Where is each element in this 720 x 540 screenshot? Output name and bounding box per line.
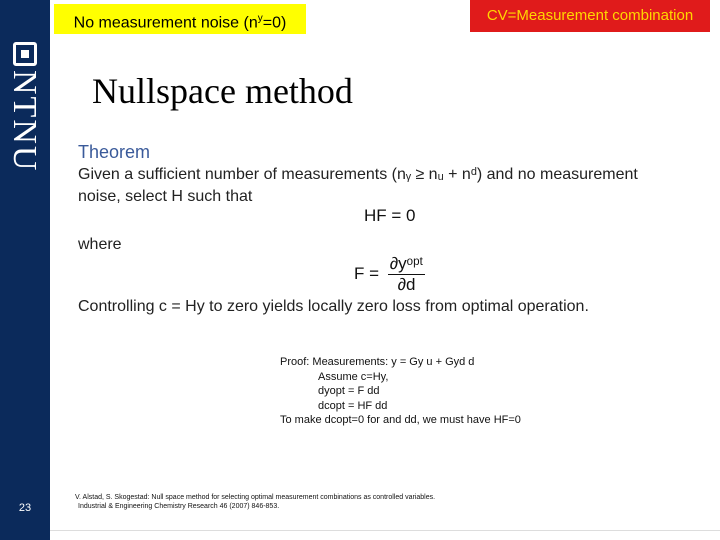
slide-title: Nullspace method [92,71,353,111]
noise-badge [54,4,306,34]
ntnu-sidebar [0,0,50,540]
proof-line-5: To make dcopt=0 for and dd, we must have HF=0 [280,414,521,427]
fraction-denominator: ∂d [397,275,416,294]
page-number: 23 [18,502,32,514]
equation-f-fraction [388,254,425,295]
reference-citation [75,493,435,511]
equation-f-definition [354,254,425,295]
proof-block [280,355,521,428]
proof-line-1: Proof: Measurements: y = Gy u + Gyd d [280,356,475,368]
theorem-line-1: Given a sufficient number of measurements (nᵧ ≥ nᵤ + nᵈ) and no measurement [78,166,638,183]
footer-divider [50,530,720,531]
ntnu-logo-text: NTNU [6,70,43,173]
proof-line-3: dyopt = F dd [318,385,380,398]
proof-line-4: dcopt = HF dd [318,399,388,412]
fraction-numerator: ∂yᵒᵖᵗ [389,254,424,273]
reference-line-1: V. Alstad, S. Skogestad: Null space method for selecting optimal measurement combinations as controlled variables. [75,494,436,501]
proof-line-2: Assume c=Hy, [318,370,389,383]
noise-badge-suffix: =0) [262,14,287,32]
noise-badge-sup: y [257,13,263,24]
reference-line-2: Industrial & Engineering Chemistry Research 46 (2007) 846-853. [78,503,280,510]
where-label: where [78,236,122,253]
cv-badge: CV=Measurement combination [470,0,710,32]
ntnu-logo-icon [13,42,37,66]
theorem-line-2: noise, select H such that [78,188,253,205]
theorem-body [78,164,718,208]
noise-badge-prefix: No measurement noise (n [73,14,258,32]
theorem-heading: Theorem [78,142,151,162]
controlling-statement: Controlling c = Hy to zero yields locally zero loss from optimal operation. [78,298,589,315]
equation-f-lhs: F = [354,263,380,283]
equation-hf-zero: HF = 0 [364,206,416,225]
